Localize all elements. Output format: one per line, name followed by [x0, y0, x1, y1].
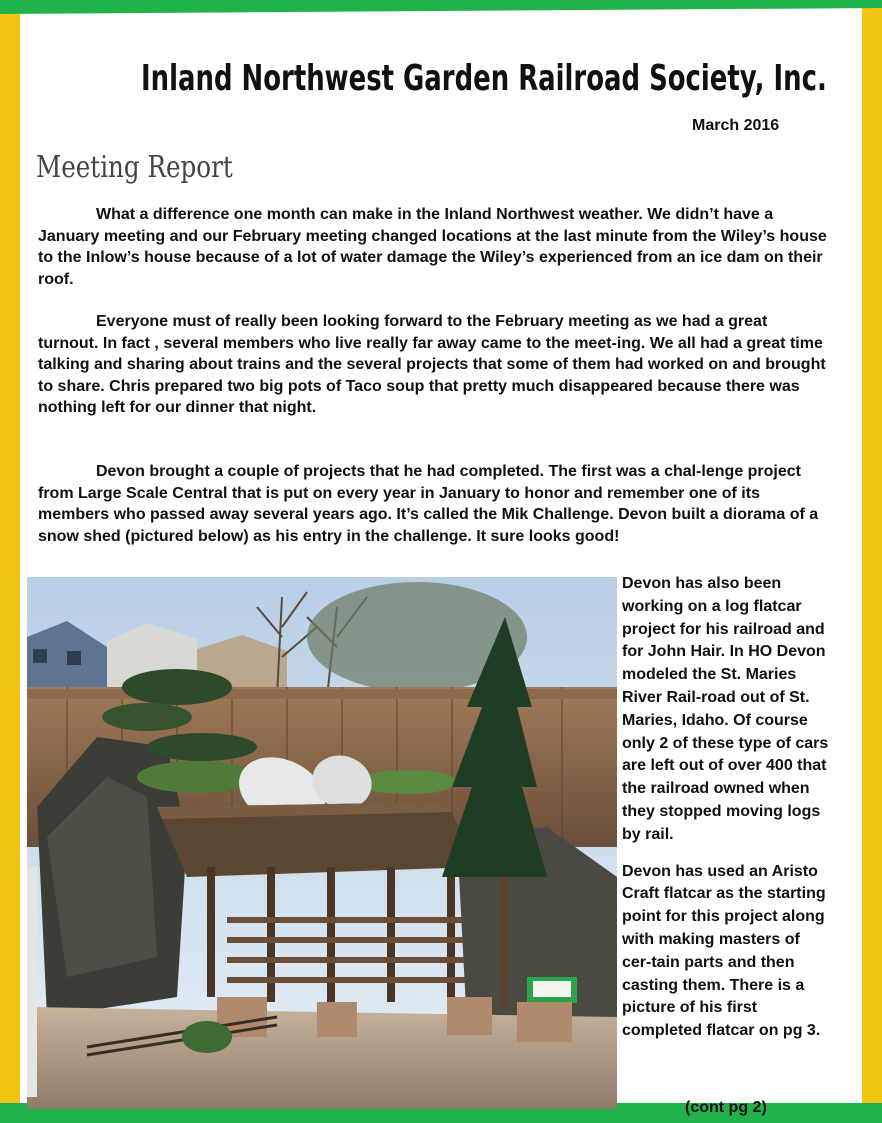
sidebar-paragraph-1: Devon has also been working on a log flatcar project for his railroad and for John Hair. In HO Devon modeled the St. Maries River Rail-road out of St. Maries, Idaho. Of course only 2 of these type of cars are left out of over 400 that the railroad owned when they stopped moving logs by rail. [622, 575, 829, 843]
newsletter-page [24, 14, 860, 1116]
paragraph-2 [38, 311, 828, 419]
newsletter-title: Inland Northwest Garden Railroad Society, Inc. [141, 58, 827, 99]
right-yellow-border [862, 0, 882, 1123]
continuation-note: (cont pg 2) [685, 1099, 767, 1116]
sidebar-paragraph-2: Devon has used an Aristo Craft flatcar as the starting point for this project along with making masters of cer-tain parts and then casting them. There is a picture of his first completed flatcar on pg 3. [622, 862, 826, 1040]
paragraph-2-text: Everyone must of really been looking forward to the February meeting as we had a great turnout. In fact , several members who live really far away came to the meet-ing. We all had a great time talking and sharing about trains and the several projects that some of them had worked on and brought to share. Chris prepared two big pots of Taco soup that pretty much disappeared because there was nothing left for our dinner that night. [38, 313, 826, 416]
paragraph-3-text: Devon brought a couple of projects that he had completed. The first was a chal-lenge project from Large Scale Central that is put on every year in January to honor and remember one of its members who passed away several years ago. It’s called the Mik Challenge. Devon built a diorama of a snow shed (pictured below) as his entry in the challenge. It sure looks good! [38, 463, 819, 545]
paragraph-1 [38, 204, 828, 290]
issue-date: March 2016 [692, 117, 780, 134]
paragraph-3 [38, 461, 828, 547]
left-yellow-border [0, 0, 20, 1123]
top-border-stripe [0, 0, 882, 14]
sidebar-text [622, 573, 832, 1057]
snow-shed-diorama-photo [27, 577, 617, 1109]
section-heading: Meeting Report [36, 150, 233, 185]
paragraph-1-text: What a difference one month can make in the Inland Northwest weather. We didn’t have a January meeting and our February meeting changed locations at the last minute from the Wiley’s house to the Inlow’s house because of a lot of water damage the Wiley’s experienced from an ice dam on their roof. [38, 206, 827, 288]
